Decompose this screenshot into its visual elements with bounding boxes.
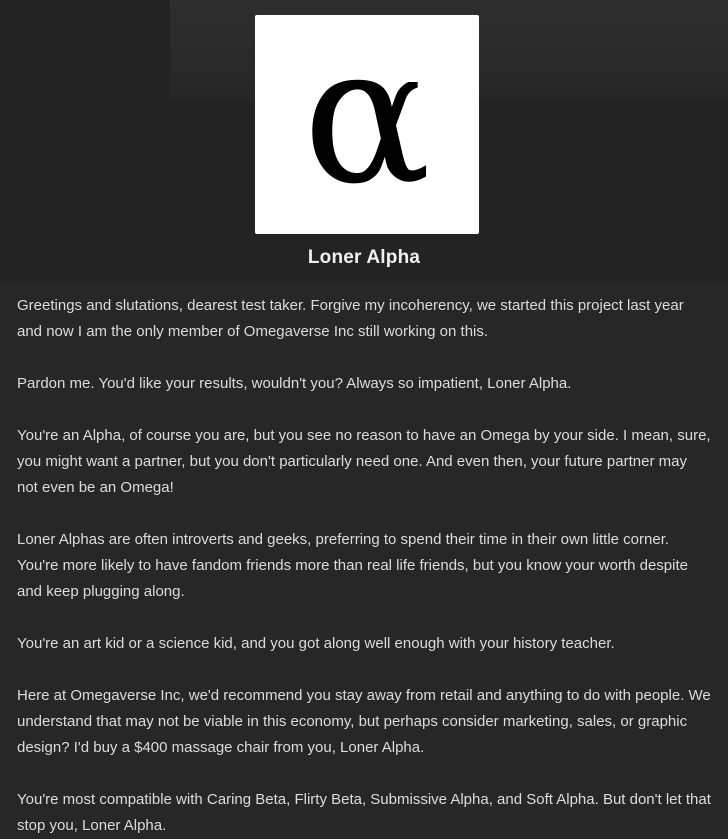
result-header bbox=[0, 0, 728, 284]
result-paragraph: You're an art kid or a science kid, and you got along well enough with your history teacher. bbox=[17, 635, 615, 652]
result-paragraph: Loner Alphas are often introverts and geeks, preferring to spend their time in their own little corner. You're more likely to have fandom friends more than real life friends, but you know your worth despite and keep plugging along. bbox=[17, 531, 688, 600]
result-paragraph: Pardon me. You'd like your results, wouldn't you? Always so impatient, Loner Alpha. bbox=[17, 375, 572, 392]
result-image bbox=[255, 15, 479, 234]
alpha-symbol-icon: α bbox=[302, 15, 432, 226]
result-paragraph: Greetings and slutations, dearest test taker. Forgive my incoherency, we started this project last year and now I am the only member of Omegaverse Inc still working on this. bbox=[17, 297, 684, 340]
result-paragraph: You're most compatible with Caring Beta, Flirty Beta, Submissive Alpha, and Soft Alpha. But don't let that stop you, Loner Alpha. bbox=[17, 791, 711, 834]
result-paragraph: You're an Alpha, of course you are, but you see no reason to have an Omega by your side. I mean, sure, you might want a partner, but you don't particularly need one. And even then, your future partner may not even be an Omega! bbox=[17, 427, 711, 496]
result-description bbox=[0, 284, 728, 839]
result-paragraph: Here at Omegaverse Inc, we'd recommend you stay away from retail and anything to do with people. We understand that may not be viable in this economy, but perhaps consider marketing, sales, or graphic design? I'd buy a $400 massage chair from you, Loner Alpha. bbox=[17, 687, 711, 756]
result-title: Loner Alpha bbox=[307, 247, 421, 268]
